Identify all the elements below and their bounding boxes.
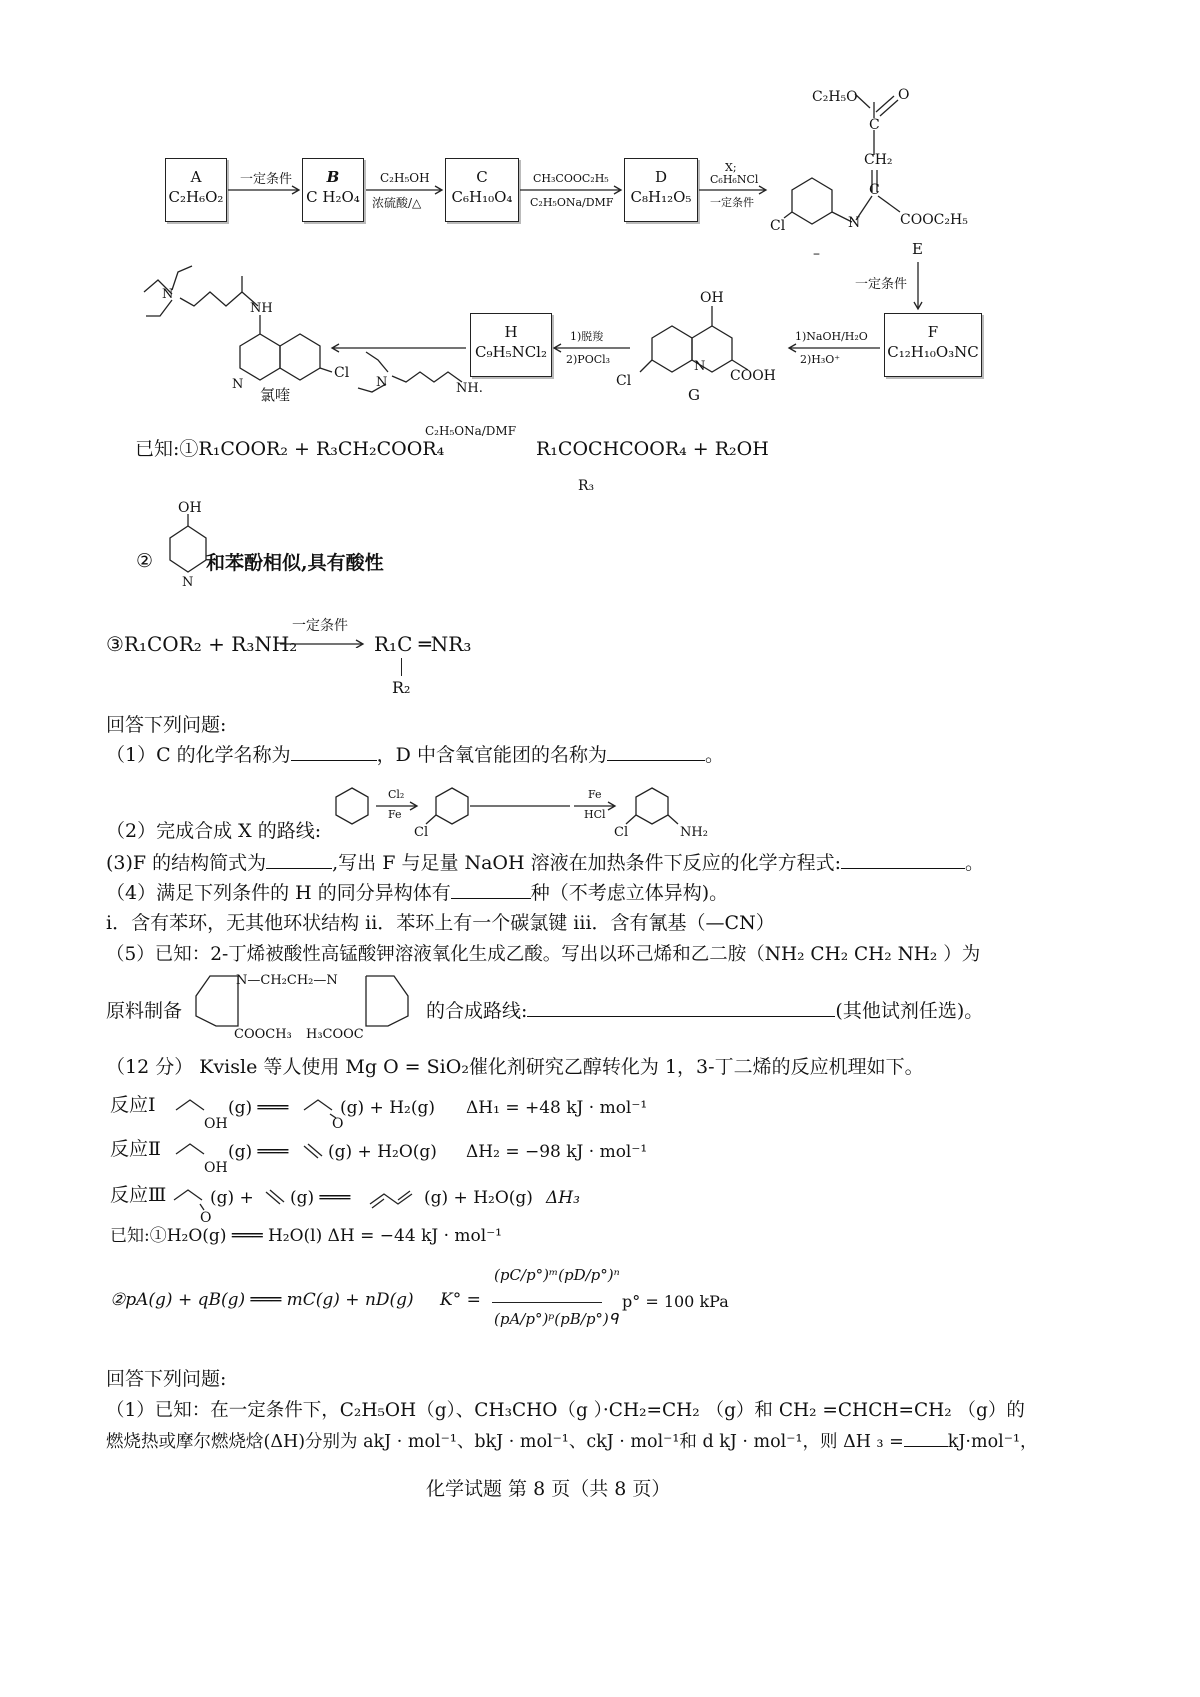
e-c2-label: C (869, 182, 880, 198)
q2-cl-2: Cl (614, 825, 629, 840)
k-fraction-bar (492, 1302, 602, 1303)
q5-struct-right: H₃COOC (306, 1027, 364, 1042)
r3-products: (g) + H₂O(g) (424, 1188, 533, 1208)
q3-text-b: ,写出 F 与足量 NaOH 溶液在加热条件下反应的化学方程式: (332, 852, 842, 874)
known1-prefix: 已知:① (135, 438, 199, 460)
q1-blank-c-name[interactable] (291, 760, 377, 761)
equilibrium-k: K° = (440, 1290, 481, 1310)
q5-struct-top: N—CH₂CH₂—N (236, 973, 338, 988)
known2-pyridinol (150, 496, 220, 592)
q4-text-b: 种（不考虑立体异构)。 (530, 882, 729, 904)
q1-text-b: ，D 中含氧官能团的名称为 (376, 744, 607, 766)
e-cl-label: Cl (770, 218, 786, 234)
r3-acetaldehyde (170, 1180, 214, 1224)
arrow-de-mid-label: C₆H₆NCl (710, 173, 759, 186)
e-carbonyl-o-label: O (898, 87, 910, 103)
arrow-cd-bottom-label: C₂H₅ONa/DMF (530, 196, 614, 209)
r3-arrow-part: (g) ═══ (290, 1188, 351, 1208)
known2-oh: OH (178, 500, 202, 516)
synthesis-scheme (0, 0, 1200, 420)
q5-line1: （5）已知：2-丁烯被酸性高锰酸钾溶液氧化生成乙酸。写出以环己烯和乙二胺（NH₂ CH₂ CH₂ NH₂ ）为 (106, 944, 981, 965)
cq-cl-label: Cl (334, 365, 350, 381)
p2-q1-line1: （1）已知：在一定条件下，C₂H₅OH（g）、CH₃CHO（g ）·CH₂=CH₂ （g）和 CH₂ =CHCH=CH₂ （g）的 (106, 1400, 1025, 1421)
known1-line (135, 438, 444, 461)
p2-q1-text-a: 燃烧热或摩尔燃烧焓(ΔH)分别为 akJ · mol⁻¹、bkJ · mol⁻¹、ckJ · mol⁻¹和 d kJ · mol⁻¹，则 ΔH ₃ = (106, 1432, 904, 1452)
e-c1-label: C (869, 117, 880, 133)
k-numerator: (pC/p°)ᵐ(pD/p°)ⁿ (494, 1266, 620, 1284)
p2-questions-intro: 回答下列问题: (106, 1368, 227, 1390)
g-cooh-label: COOH (730, 368, 776, 384)
arrow-cd-top-label: CH₃COOC₂H₅ (533, 172, 609, 185)
known2-num: ② (136, 550, 154, 572)
cq-nh-label: NH (250, 301, 273, 316)
r1-products: (g) + H₂(g) (340, 1098, 435, 1118)
q2-fe2: Fe (588, 788, 602, 801)
compound-b-label: B (326, 168, 340, 186)
known2-n: N (182, 575, 194, 590)
q3-line (106, 852, 984, 875)
q3-blank-f[interactable] (266, 868, 332, 869)
r1-o: O (332, 1116, 344, 1132)
known3-lhs: ③R₁COR₂ + R₃NH₂ (106, 632, 298, 656)
known1-condition: C₂H₅ONa/DMF (425, 424, 517, 438)
r3-dh: ΔH₃ (546, 1188, 580, 1208)
compound-c-formula: C₆H₁₀O₄ (451, 188, 513, 207)
compound-c-label: C (476, 168, 488, 186)
compound-a-formula: C₂H₆O₂ (168, 188, 224, 207)
r1-label: 反应Ⅰ (110, 1094, 156, 1116)
arrow-gh-top-label: 1)脱羧 (570, 330, 604, 343)
compound-d-label: D (654, 168, 668, 186)
r3-label: 反应Ⅲ (110, 1184, 167, 1206)
q2-text: （2）完成合成 X 的路线: (106, 820, 322, 842)
r3-o: O (200, 1210, 212, 1224)
r2-arrow-part: (g) ═══ (228, 1142, 289, 1162)
cq-n-label: N (162, 287, 174, 302)
q5-target-structure (180, 966, 420, 1050)
known3-condition: 一定条件 (292, 618, 348, 634)
compound-d-formula: C₈H₁₂O₅ (630, 188, 692, 207)
q1-line (106, 744, 724, 767)
r2-oh: OH (204, 1160, 228, 1176)
known1-sub: R₃ (578, 478, 595, 494)
p2-intro: （12 分） Kvisle 等人使用 Mg O = SiO₂催化剂研究乙醇转化为 1，3-丁二烯的反应机理如下。 (106, 1056, 924, 1078)
chloroquine-name: 氯喹 (260, 386, 291, 404)
g-label: G (688, 386, 700, 404)
e-ethoxy-label: C₂H₅O (812, 89, 858, 105)
q5-tail (426, 1000, 983, 1023)
q5-mid: 的合成路线: (426, 1000, 528, 1022)
q1-text-a: （1）C 的化学名称为 (106, 744, 291, 766)
compound-b-formula: C H₂O₄ (306, 188, 360, 207)
q4-text-a: （4）满足下列条件的 H 的同分异构体有 (106, 882, 451, 904)
arrow-ef-label: 一定条件 (855, 277, 908, 292)
q2-fe: Fe (388, 808, 402, 821)
e-n-label: N (848, 215, 861, 231)
p2-known1: 已知:①H₂O(g) ═══ H₂O(l) ΔH = −44 kJ · mol⁻¹ (110, 1226, 502, 1246)
q4-blank-count[interactable] (451, 898, 531, 899)
r1-oh: OH (204, 1116, 228, 1132)
q2-cl-1: Cl (414, 825, 429, 840)
q5-blank-route[interactable] (527, 1016, 835, 1017)
page-footer: 化学试题 第 8 页（共 8 页） (426, 1478, 671, 1500)
q5-end: (其他试剂任选)。 (835, 1000, 984, 1022)
q3-text-c: 。 (965, 852, 985, 874)
p2-q1-text-b: kJ·mol⁻¹， (947, 1432, 1038, 1452)
r2-ethanol (172, 1134, 232, 1176)
compound-h-label: H (504, 323, 518, 341)
r3-plus: (g) + (210, 1188, 254, 1208)
known1-rhs: R₁COCHCOOR₄ + R₂OH (536, 438, 769, 460)
r1-arrow-part: (g) ═══ (228, 1098, 289, 1118)
questions-intro: 回答下列问题: (106, 714, 227, 736)
known3-sub: R₂ (392, 678, 411, 697)
q1-blank-d-group[interactable] (607, 760, 705, 761)
e-label: E (912, 240, 923, 258)
known3-rhs: R₁C ═NR₃ (374, 632, 472, 656)
p2-q1-line2 (106, 1432, 1037, 1453)
q1-text-c: 。 (704, 744, 724, 766)
reagent-nh-label: NH. (456, 381, 483, 396)
known3-bond (401, 658, 402, 676)
compound-a-label: A (190, 168, 202, 186)
g-n-label: N (694, 359, 706, 374)
q4-conditions: i．含有苯环，无其他环状结构 ii．苯环上有一个碳氯键 iii．含有氰基（—CN） (106, 912, 775, 934)
arrow-fg-top-label: 1)NaOH/H₂O (795, 330, 868, 343)
q3-text-a: (3)F 的结构简式为 (106, 852, 267, 874)
compound-f-label: F (927, 323, 939, 341)
q5-struct-left: COOCH₃ (234, 1027, 292, 1042)
p2-q1-blank-dh3[interactable] (904, 1446, 948, 1447)
q2-route-x (330, 780, 730, 842)
e-ester-label: COOC₂H₅ (900, 212, 968, 228)
r2-ethylene (300, 1140, 330, 1166)
p2-known2: ②pA(g) + qB(g) ═══ mC(g) + nD(g) (110, 1290, 414, 1310)
e-dash: – (813, 246, 820, 262)
p0-value: p° = 100 kPa (622, 1292, 729, 1311)
arrow-bc-bottom-label: 浓硫酸/△ (372, 196, 422, 210)
arrow-de-top-label: X; (725, 161, 737, 174)
q5-prefix: 原料制备 (106, 1000, 183, 1022)
r2-products: (g) + H₂O(g) (328, 1142, 437, 1162)
q4-line (106, 882, 728, 905)
r3-butadiene (366, 1186, 426, 1212)
g-oh-label: OH (700, 290, 724, 306)
known2-text: 和苯酚相似,具有酸性 (206, 552, 384, 574)
arrow-de-bottom-label: 一定条件 (710, 196, 754, 209)
k-denominator: (pA/p°)ᵖ(pB/p°)ᑫ (494, 1310, 619, 1328)
q2-nh2: NH₂ (680, 825, 708, 840)
r1-dh: ΔH₁ = +48 kJ · mol⁻¹ (466, 1098, 648, 1118)
arrow-gh-bottom-label: 2)POCl₃ (566, 353, 611, 366)
r2-label: 反应Ⅱ (110, 1138, 161, 1160)
reagent-n-label: N (376, 375, 388, 390)
arrow-bc-top-label: C₂H₅OH (380, 171, 430, 185)
e-ch2-label: CH₂ (864, 152, 893, 168)
q2-hcl: HCl (584, 808, 606, 821)
compound-f-formula: C₁₂H₁₀O₃NC (887, 343, 979, 362)
r1-ethanol (172, 1090, 232, 1132)
known1-lhs: R₁COOR₂ + R₃CH₂COOR₄ (198, 438, 445, 460)
r2-dh: ΔH₂ = −98 kJ · mol⁻¹ (466, 1142, 648, 1162)
q3-blank-eq[interactable] (841, 868, 965, 869)
arrow-ab-label: 一定条件 (240, 172, 293, 187)
q2-cl2: Cl₂ (388, 788, 405, 801)
compound-h-formula: C₉H₅NCl₂ (475, 343, 547, 362)
cq-ring-n-label: N (232, 377, 244, 392)
g-cl-label: Cl (616, 373, 632, 389)
arrow-fg-bottom-label: 2)H₃O⁺ (800, 353, 841, 366)
r3-ethylene (262, 1186, 292, 1212)
